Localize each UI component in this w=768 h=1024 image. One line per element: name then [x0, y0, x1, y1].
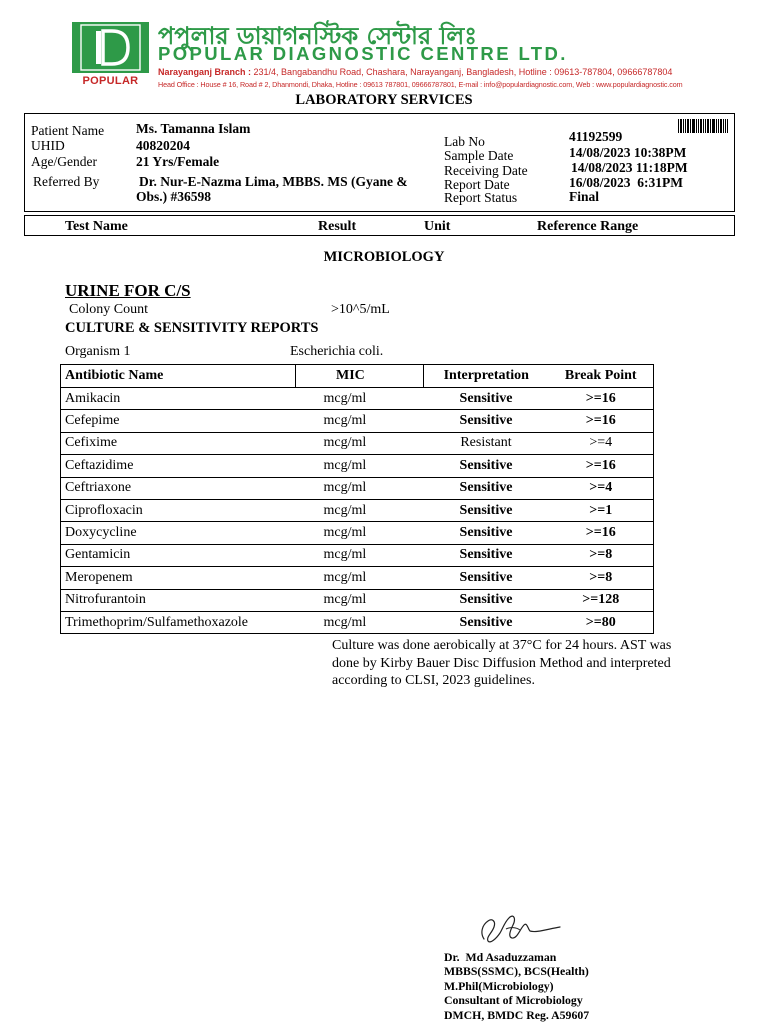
antibiotic-break-point: >=128 [549, 589, 654, 611]
antibiotic-name: Nitrofurantoin [61, 589, 296, 611]
signature-icon [470, 903, 562, 949]
antibiotic-interpretation: Sensitive [424, 477, 549, 499]
antibiotic-name: Cefepime [61, 410, 296, 432]
antibiotic-break-point: >=8 [549, 567, 654, 589]
antibiotic-break-point: >=4 [549, 432, 654, 454]
lab-no-label: Lab No [444, 134, 485, 149]
antibiotic-break-point: >=4 [549, 477, 654, 499]
antibiotic-mic: mcg/ml [296, 477, 424, 499]
patient-info-box [24, 113, 735, 212]
patient-name-value: Ms. Tamanna Islam [136, 121, 251, 136]
antibiotic-row [61, 567, 654, 589]
column-test-name: Test Name [65, 219, 128, 234]
antibiotic-row [61, 499, 654, 521]
report-status-value: Final [569, 189, 600, 204]
head-office-address: Head Office : House # 16, Road # 2, Dhanmondi, Dhaka, Hotline : 09613 787801, 09666787801, E-mail : info@populardiagnostic.com, Web : www.populardiagnostic.com [158, 80, 683, 89]
antibiotic-interpretation: Sensitive [424, 455, 549, 477]
lab-no-value: 41192599 [569, 129, 623, 144]
sample-date-value: 14/08/2023 10:38PM [569, 145, 687, 160]
antibiotic-table-header [61, 365, 654, 388]
signatory-qualification-1: MBBS(SSMC), BCS(Health) [444, 964, 589, 979]
branch-address [158, 67, 672, 77]
report-status-label: Report Status [444, 190, 518, 205]
header-break-point: Break Point [549, 365, 654, 388]
test-title: URINE FOR C/S [65, 281, 191, 300]
antibiotic-name: Meropenem [61, 567, 296, 589]
referred-by-line1: Dr. Nur-E-Nazma Lima, MBBS. MS (Gyane & [139, 174, 408, 189]
barcode-icon [678, 119, 728, 133]
company-name-bangla: পপুলার ডায়াগনস্টিক সেন্টার লিঃ [158, 22, 478, 50]
antibiotic-interpretation: Sensitive [424, 410, 549, 432]
antibiotic-mic: mcg/ml [296, 410, 424, 432]
antibiotic-mic: mcg/ml [296, 432, 424, 454]
antibiotic-name: Gentamicin [61, 544, 296, 566]
antibiotic-name: Ceftazidime [61, 455, 296, 477]
organism-label: Organism 1 [65, 344, 131, 359]
referred-by-line2: Obs.) #36598 [136, 189, 212, 204]
antibiotic-interpretation: Sensitive [424, 499, 549, 521]
antibiotic-mic: mcg/ml [296, 589, 424, 611]
antibiotic-row [61, 544, 654, 566]
header-interpretation: Interpretation [424, 365, 549, 388]
culture-note: Culture was done aerobically at 37°C for 24 hours. AST was done by Kirby Bauer Disc Diffusion Method and interpreted according to CLSI, 2023 guidelines. [332, 638, 672, 688]
antibiotic-interpretation: Resistant [424, 432, 549, 454]
header-mic: MIC [296, 365, 424, 388]
patient-name-label: Patient Name [31, 123, 105, 138]
antibiotic-row [61, 477, 654, 499]
antibiotic-break-point: >=16 [549, 410, 654, 432]
antibiotic-interpretation: Sensitive [424, 611, 549, 633]
section-title: MICROBIOLOGY [323, 249, 445, 265]
antibiotic-row [61, 410, 654, 432]
antibiotic-name: Doxycycline [61, 522, 296, 544]
antibiotic-break-point: >=16 [549, 522, 654, 544]
antibiotic-mic: mcg/ml [296, 522, 424, 544]
receiving-date-label: Receiving Date [444, 163, 528, 178]
popular-logo [72, 22, 149, 89]
uhid-value: 40820204 [136, 138, 190, 153]
signatory-registration: DMCH, BMDC Reg. A59607 [444, 1007, 590, 1022]
antibiotic-interpretation: Sensitive [424, 567, 549, 589]
antibiotic-name: Cefixime [61, 432, 296, 454]
logo-text: POPULAR [82, 75, 139, 87]
antibiotic-break-point: >=1 [549, 499, 654, 521]
result-column-header [24, 215, 735, 236]
age-gender-label: Age/Gender [31, 154, 97, 169]
organism-value: Escherichia coli. [290, 344, 384, 359]
antibiotic-interpretation: Sensitive [424, 522, 549, 544]
signatory-qualification-2: M.Phil(Microbiology) [444, 978, 554, 993]
antibiotic-table [60, 364, 654, 634]
antibiotic-mic: mcg/ml [296, 499, 424, 521]
antibiotic-interpretation: Sensitive [424, 544, 549, 566]
colony-count-value: >10^5/mL [331, 302, 390, 317]
signatory-name: Dr. Md Asaduzzaman [444, 950, 557, 964]
branch-label: Narayanganj Branch : [158, 67, 252, 77]
column-unit: Unit [424, 219, 451, 234]
uhid-label: UHID [31, 138, 65, 153]
antibiotic-mic: mcg/ml [296, 611, 424, 633]
antibiotic-interpretation: Sensitive [424, 388, 549, 410]
antibiotic-row [61, 432, 654, 454]
antibiotic-name: Ceftriaxone [61, 477, 296, 499]
colony-count-label: Colony Count [69, 302, 148, 317]
culture-report-title: CULTURE & SENSITIVITY REPORTS [65, 320, 319, 336]
antibiotic-mic: mcg/ml [296, 544, 424, 566]
signatory-block [444, 950, 589, 1022]
antibiotic-break-point: >=16 [549, 455, 654, 477]
report-date-value: 16/08/2023 6:31PM [569, 175, 683, 190]
antibiotic-mic: mcg/ml [296, 567, 424, 589]
antibiotic-interpretation: Sensitive [424, 589, 549, 611]
antibiotic-row [61, 589, 654, 611]
antibiotic-name: Ciprofloxacin [61, 499, 296, 521]
antibiotic-row [61, 455, 654, 477]
logo-emblem [72, 22, 149, 73]
antibiotic-row [61, 611, 654, 633]
column-reference-range: Reference Range [537, 219, 639, 234]
antibiotic-mic: mcg/ml [296, 388, 424, 410]
antibiotic-row [61, 522, 654, 544]
receiving-date-value: 14/08/2023 11:18PM [571, 160, 688, 175]
antibiotic-break-point: >=80 [549, 611, 654, 633]
logo-d-mark-icon [72, 22, 149, 73]
antibiotic-break-point: >=8 [549, 544, 654, 566]
referred-by-label: Referred By [33, 174, 100, 189]
signatory-position: Consultant of Microbiology [444, 993, 583, 1008]
company-name-english: POPULAR DIAGNOSTIC CENTRE LTD. [158, 43, 568, 64]
service-title: LABORATORY SERVICES [295, 92, 473, 108]
header-antibiotic-name: Antibiotic Name [61, 365, 296, 388]
age-gender-value: 21 Yrs/Female [136, 154, 220, 169]
antibiotic-name: Amikacin [61, 388, 296, 410]
sample-date-label: Sample Date [444, 148, 514, 163]
antibiotic-row [61, 388, 654, 410]
column-result: Result [318, 219, 357, 234]
report-date-label: Report Date [444, 177, 510, 192]
antibiotic-name: Trimethoprim/Sulfamethoxazole [61, 611, 296, 633]
antibiotic-break-point: >=16 [549, 388, 654, 410]
antibiotic-mic: mcg/ml [296, 455, 424, 477]
branch-address-text: 231/4, Bangabandhu Road, Chashara, Narayanganj, Bangladesh, Hotline : 09613-787804, 09666787804 [251, 67, 673, 77]
